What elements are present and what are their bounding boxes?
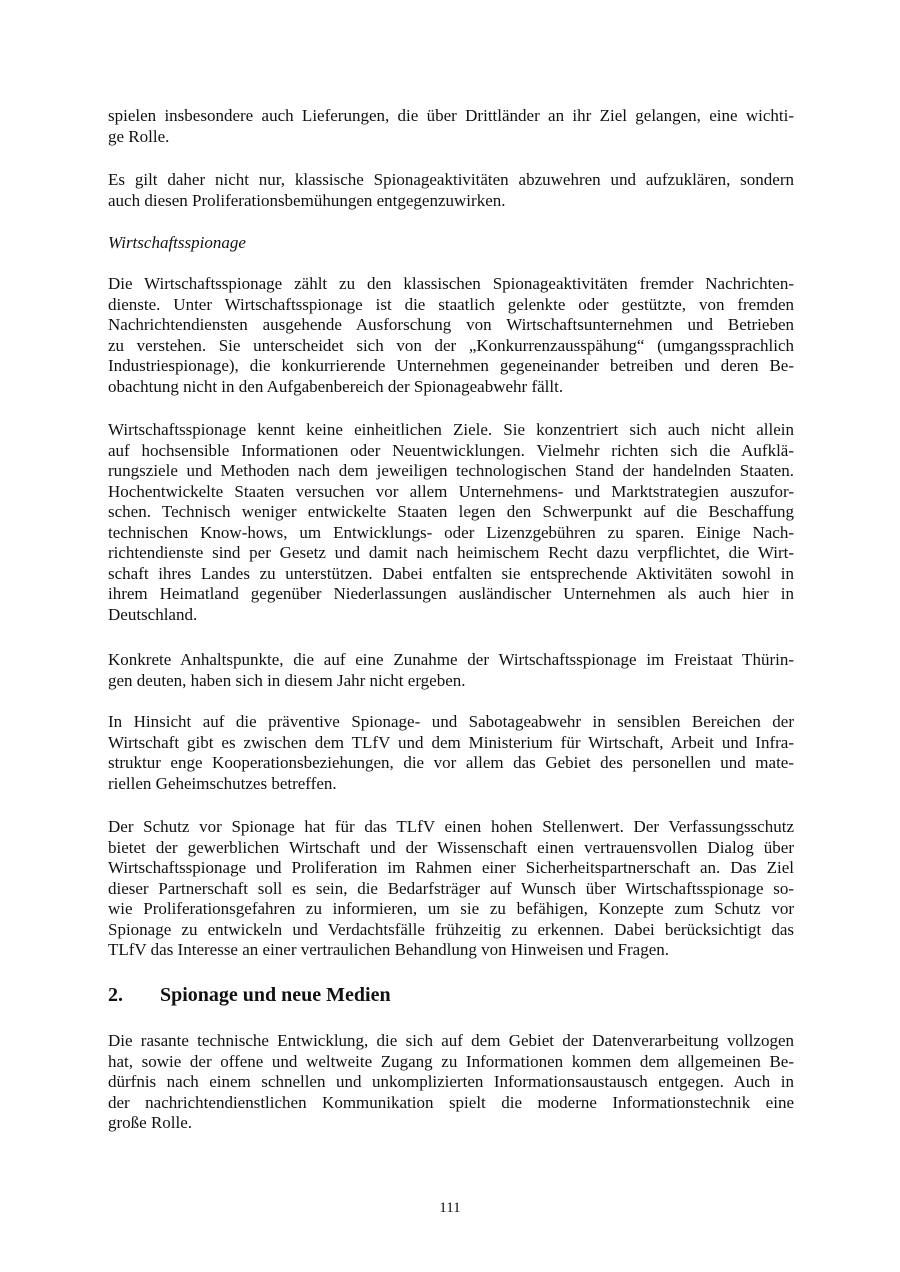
text-line: Hochentwickelte Staaten versuchen vor allem Unternehmens- und Marktstrategien auszufor- [108, 481, 794, 501]
text-line: dieser Partnerschaft soll es sein, die Bedarfsträger auf Wunsch über Wirtschaftsspionage so- [108, 878, 794, 898]
text-line: ihrem Heimatland gegenüber Niederlassungen ausländischer Unternehmen als auch hier in [108, 584, 794, 603]
text-line: richtendienste sind per Gesetz und damit nach heimischem Recht dazu verpflichtet, die Wirt- [108, 543, 794, 562]
text-line: zu verstehen. Sie unterscheidet sich von der „Konkurrenzausspähung“ (umgangssprachlich [108, 335, 794, 355]
text-line: Wirtschaftsspionage kennt keine einheitlichen Ziele. Sie konzentriert sich auch nicht allein [108, 420, 794, 439]
text-line: obachtung nicht in den Aufgabenbereich der Spionageabwehr fällt. [108, 376, 564, 396]
text-line: auf hochsensible Informationen oder Neuentwicklungen. Vielmehr richten sich die Aufklä- [108, 440, 794, 460]
text-line: auch diesen Proliferationsbemühungen entgegenzuwirken. [108, 190, 506, 210]
text-line: hat, sowie der offene und weltweite Zugang zu Informationen kommen dem allgemeinen Be- [108, 1051, 794, 1071]
text-line: Spionage zu entwickeln und Verdachtsfälle frühzeitig zu erkennen. Dabei berücksichtigt das [108, 919, 794, 939]
text-line: Wirtschaft gibt es zwischen dem TLfV und dem Ministerium für Wirtschaft, Arbeit und Infra- [108, 732, 794, 752]
section-number: 2. [108, 984, 123, 1006]
text-line: technischen Know-hows, um Entwicklungs- oder Lizenzgebühren zu sparen. Einige Nach- [108, 522, 794, 542]
text-line: ge Rolle. [108, 126, 170, 146]
text-line: Der Schutz vor Spionage hat für das TLfV einen hohen Stellenwert. Der Verfassungsschutz [108, 817, 794, 836]
text-line: Die Wirtschaftsspionage zählt zu den klassischen Spionageaktivitäten fremder Nachrichten- [108, 274, 794, 293]
paragraph-new-media [108, 1031, 794, 1134]
paragraph-proliferation [108, 170, 794, 211]
section-title: Spionage und neue Medien [160, 984, 391, 1006]
subheading-wirtschaftsspionage [108, 233, 794, 254]
paragraph-goals [108, 420, 794, 625]
text-line: wie Proliferationsgefahren zu informieren, um sie zu befähigen, Konzepte zum Schutz vor [108, 899, 794, 918]
paragraph-deliveries [108, 106, 794, 147]
text-line: rungsziele und Methoden nach dem jeweiligen technologischen Stand der handelnden Staaten. [108, 461, 794, 480]
text-line: Wirtschaftsspionage und Proliferation im Rahmen einer Sicherheitspartnerschaft an. Das Ziel [108, 858, 794, 877]
text-line: In Hinsicht auf die präventive Spionage- und Sabotageabwehr in sensiblen Bereichen der [108, 712, 794, 731]
section-heading [108, 983, 794, 1007]
text-line: Deutschland. [108, 604, 198, 624]
text-line: Konkrete Anhaltspunkte, die auf eine Zunahme der Wirtschaftsspionage im Freistaat Thürin- [108, 650, 794, 669]
text-line: spielen insbesondere auch Lieferungen, die über Drittländer an ihr Ziel gelangen, eine wichti- [108, 106, 794, 125]
text-line: Die rasante technische Entwicklung, die sich auf dem Gebiet der Datenverarbeitung vollzogen [108, 1031, 794, 1050]
text-line: Industriespionage), die konkurrierende Unternehmen gegeneinander betreiben und deren Be- [108, 356, 794, 375]
text-line: gen deuten, haben sich in diesem Jahr nicht ergeben. [108, 670, 466, 690]
paragraph-definition [108, 274, 794, 397]
text-line: schen. Technisch weniger entwickelte Staaten legen den Schwerpunkt auf die Beschaffung [108, 502, 794, 521]
paragraph-protection [108, 817, 794, 961]
text-line: Wirtschaftsspionage [108, 233, 246, 252]
text-line: TLfV das Interesse an einer vertraulichen Behandlung von Hinweisen und Fragen. [108, 940, 669, 959]
paragraph-thueringen [108, 650, 794, 691]
text-line: der nachrichtendienstlichen Kommunikation spielt die moderne Informationstechnik eine [108, 1092, 794, 1112]
text-line: bietet der gewerblichen Wirtschaft und der Wissenschaft einen vertrauensvollen Dialog über [108, 837, 794, 857]
text-line: struktur enge Kooperationsbeziehungen, die vor allem das Gebiet des personellen und mate- [108, 753, 794, 772]
text-line: große Rolle. [108, 1113, 193, 1132]
page-number: 111 [439, 1200, 461, 1216]
text-line: riellen Geheimschutzes betreffen. [108, 773, 337, 793]
text-line: Es gilt daher nicht nur, klassische Spionageaktivitäten abzuwehren und aufzuklären, sondern [108, 170, 794, 189]
text-line: schaft ihres Landes zu unterstützen. Dabei entfalten sie entsprechende Aktivitäten sowohl in [108, 563, 794, 583]
text-line: dienste. Unter Wirtschaftsspionage ist die staatlich gelenkte oder gestützte, von fremden [108, 294, 794, 314]
paragraph-cooperation [108, 712, 794, 794]
text-line: Nachrichtendiensten ausgehende Ausforschung von Wirtschaftsunternehmen und Betrieben [108, 315, 794, 334]
text-line: dürfnis nach einem schnellen und unkomplizierten Informationsaustausch entgegen. Auch in [108, 1072, 794, 1091]
